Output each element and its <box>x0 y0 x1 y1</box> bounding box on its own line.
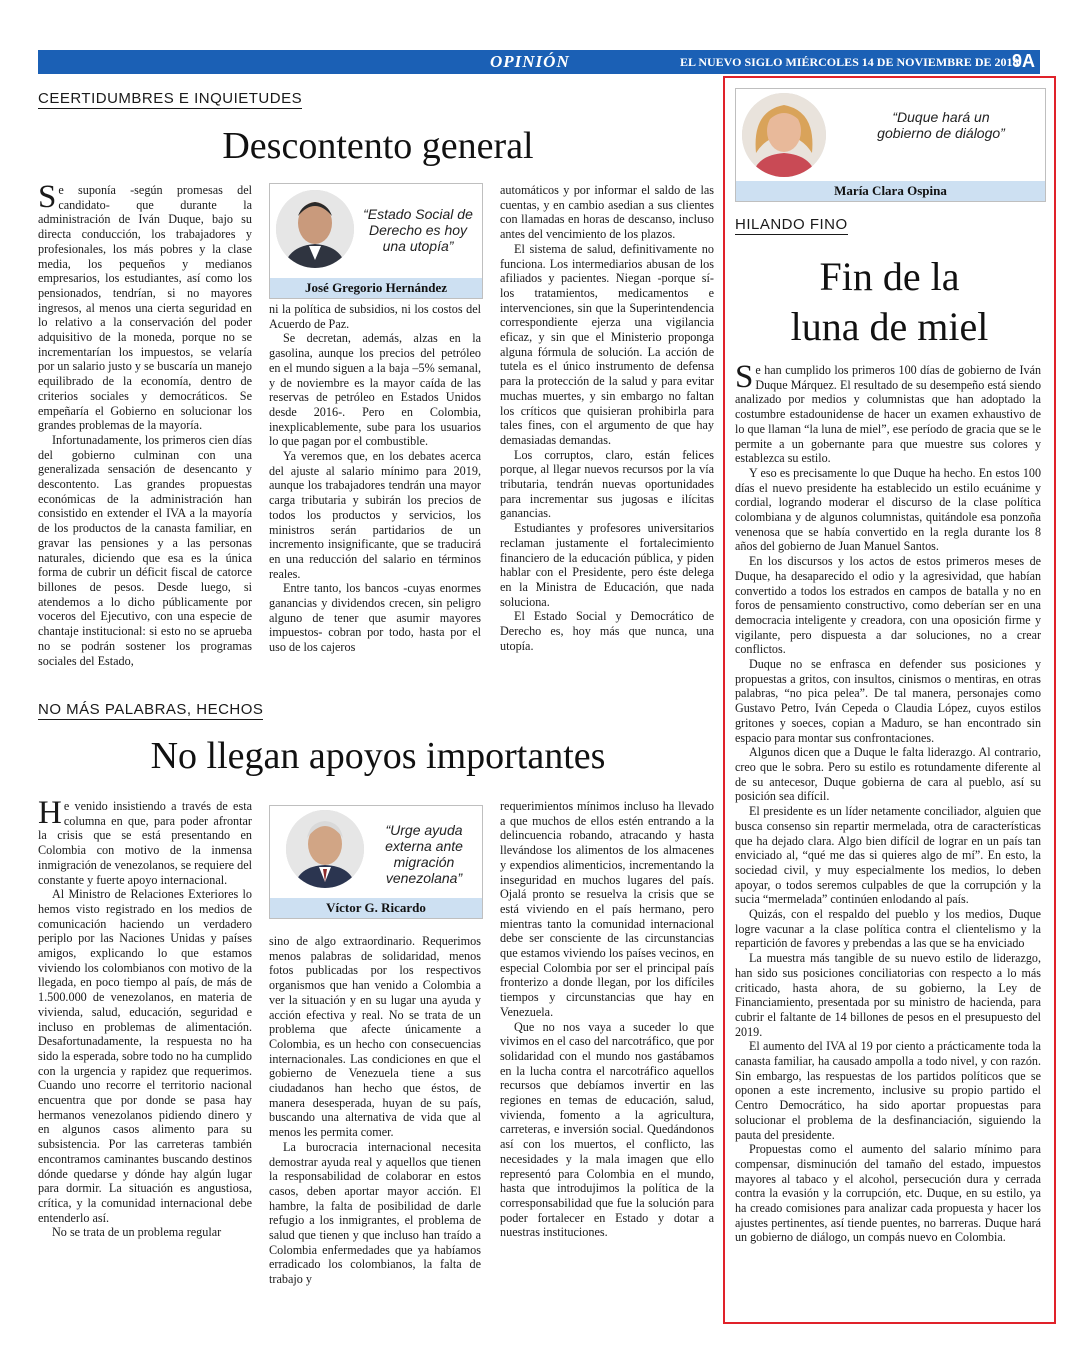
article3-paragraph: Algunos dicen que a Duque le falta liderazgo. Al contrario, creo que le sobra. Pero su estilo es rotundamente diferente al de su antecesor, Duque gobierna de cara al pueblo, así su posición sea difícil. <box>735 745 1041 804</box>
article2-paragraph: Al Ministro de Relaciones Exteriores lo hemos visto registrado en los medios de comunicación haciendo un verdadero periplo por las Naciones Unidas y países amigos, explicando lo que estamos viviendo los colombianos con motivo de la llegada, en poco tiempo al país, de más de 1.500.000 de venezolanos, en materia de vivienda, salud, educación, seguridad e incluso en problemas de alimentación. Desafortunadamente, la respuesta no ha sido la esperada, sobre todo no ha cumplido con la urgencia y rapidez que requerimos. Cuando uno recorre el territorio nacional encuentra que por donde se pasa hay hermanos venezolanos pidiendo dinero y en algunos casos alimento para su subsistencia. Por las carreteras también encontramos caminantes buscando destinos dónde quedarse y dónde hay algún lugar para dormir. La situación es angustiosa, crítica, y la comunidad internacional debe entenderlo así. <box>38 887 252 1225</box>
article3-paragraph: El aumento del IVA al 19 por ciento a prácticamente toda la canasta familiar, ha causado ampolla a todo nivel, y con razón. Sin embargo, las respuestas de los partidos políticos que se oponen a este incremento, inclusive su propio partido el Centro Democrático, ha sido aportar propuestas para solucionar el problema de la desfinanciación, siguiendo la pauta del presidente. <box>735 1039 1041 1142</box>
article2-kicker: NO MÁS PALABRAS, HECHOS <box>38 701 264 718</box>
article2-author-name: Víctor G. Ricardo <box>270 898 482 918</box>
article2-headline: No llegan apoyos importantes <box>150 735 606 777</box>
article3-author-box <box>735 88 1046 202</box>
article3-paragraph: Propuestas como el aumento del salario mínimo para compensar, disminución del tamaño del estado, impuestos mayores al tabaco y el alcohol, persecución dura y cerrada contra la evasión y la corrupción, etc. Duque, en su estilo, ya ha creado comisiones para analizar cada propuesta y hacer los ajustes pertinentes, así tiende puentes, no barreras. Duque hará un gobierno de diálogo, un compás nuevo en Colombia. <box>735 1142 1041 1245</box>
article1-author-quote: “Estado Social de Derecho es hoy una utopía” <box>363 206 473 254</box>
article1-dropcap: S <box>38 183 57 215</box>
article2-paragraph: No se trata de un problema regular <box>52 1225 222 1240</box>
section-title: OPINIÓN <box>490 52 570 71</box>
article1-paragraph: automáticos y por informar el saldo de las cuentas, y en cambio asedian a sus clientes con llamadas en horas de descanso, incluso antes del vencimiento de los plazos. <box>500 183 714 242</box>
article2-column-3 <box>500 799 714 1299</box>
article1-kicker: CEERTIDUMBRES E INQUIETUDES <box>38 90 303 107</box>
article1-paragraph: Estudiantes y profesores universitarios reclaman justamente el fortalecimiento financiero de la educación pública, y piden hablar con el Presidente, pero éste delega en la Ministra de Educación, que nada soluciona. <box>500 521 714 609</box>
page-number: 9A <box>1012 51 1036 71</box>
article2-paragraph: La burocracia internacional necesita demostrar ayuda real y aquellos que tienen la responsabilidad de colaborar en estos casos, deben aportar mayor acción. El hambre, la falta de posibilidad de darle refugio a los inmigrantes, el problema de salud que tienen y que incluso han traído a Colombia enfermedades que ya habíamos erradicado los colombianos, la falta de trabajo y <box>269 1139 481 1287</box>
article1-column-3 <box>500 183 714 683</box>
article1-paragraph: Infortunadamente, los primeros cien días del gobierno culminan con una generalizada sensación de desencanto y descontento. Las grandes propuestas económicas de la administración han consistido en extender el IVA a la mayoría de los productos de la canasta familiar, en gravar las pensiones y a las personas naturales, diciendo que esa es la única forma de cubrir un déficit fiscal de catorce billones de pesos. Desde luego, si atendemos a lo dicho públicamente por voceros del Ejecutivo, con una especie de chantaje institucional: si esto no se aprueba no se podrán sostener los programas sociales del Estado, <box>38 432 252 668</box>
article3-paragraph: En los discursos y los actos de estos primeros meses de Duque, ha desaparecido el odio y la agresividad, que habían convertido a todos los estrados en campos de batalla y no en foros de pensamiento constructivo, como deberían ser en una democracia inteligente y creadora, con una oposición firme y vigilante, pero dispuesta a dar soluciones, no a crear conflictos. <box>735 554 1041 657</box>
author-portrait-icon <box>276 190 354 268</box>
article1-author-name: José Gregorio Hernández <box>270 278 482 298</box>
article1-paragraph: Los corruptos, claro, están felices porque, al llegar nuevos recursos por la vía tributaria, tendrán nuevas oportunidades para incrementar sus jugosas e ilícitas ganancias. <box>500 447 714 521</box>
article1-column-1 <box>38 183 252 683</box>
article1-paragraph: e suponía -según promesas del candidato- que durante la administración de Iván Duque, bajo su directa conducción, los trabajadores y profesionales, los más pobres y la clase media, los pequeños y medianos empresarios, los estudiantes, así como los pensionados, tendrían, si no mayores ingresos, al menos una cierta seguridad en lo relativo a la conservación del poder adquisitivo de la moneda, porque no se incrementarían los impuestos, se velaría por un salario justo y se buscaría un manejo equilibrado de la economía, dentro de criterios sociales y democráticos. Se empeñaría el Gobierno en solucionar los grandes problemas de la mayoría. <box>38 183 252 433</box>
author-portrait-icon <box>742 93 826 177</box>
article3-headline-line: Fin de la <box>819 254 960 299</box>
article2-paragraph: requerimientos mínimos incluso ha llevado a que muchos de ellos estén entrando a la delincuencia robando, atracando y hasta llevándose los alimentos de los almacenes y expendios alimenticios, incrementando la inseguridad en muchos lugares del país. Ojalá pronto se resuelva la crisis que se está viviendo en el país hermano, pero mientras tanto la comunidad internacional debe ser consciente de las circunstancias que estamos viviendo los países vecinos, en especial Colombia por ser el principal país fronterizo a donde llegan, por los difíciles tiempos y circunstancias que hay en Venezuela. <box>500 799 714 1019</box>
article3-headline-line: luna de miel <box>790 304 989 349</box>
article3-headline <box>735 252 1044 352</box>
article1-author-box <box>269 183 483 299</box>
article3-body <box>735 363 1041 1293</box>
article1-paragraph: El Estado Social y Democrático de Derecho es, hoy más que nunca, una utopía. <box>500 609 714 653</box>
article1-column-2 <box>269 302 481 683</box>
publication-date-line: EL NUEVO SIGLO MIÉRCOLES 14 DE NOVIEMBRE DE 2018 <box>680 55 1019 69</box>
article1-paragraph: Se decretan, además, alzas en la gasolina, aunque los precios del petróleo en el mundo siguen a la baja –5% semanal, y de noviembre es la mayor caída de las reservas de petróleo en Estados Unidos desde 2016-. Pero en Colombia, inexplicablemente, sube para los usuarios lo que pagan por el combustible. <box>269 331 481 449</box>
article1-paragraph: Ya veremos que, en los debates acerca del ajuste al salario mínimo para 2019, aunque los trabajadores tendrán una mayor carga tributaria y subirán los precios de todos los productos y servicios, los ministros serán partidarios de un incremento insignificante, que se traducirá en una reducción del salario en términos reales. <box>269 449 481 581</box>
article3-paragraph: El presidente es un líder netamente conciliador, alguien que busca consenso sin repartir mermelada, otra de características que ha dejado clara. Algo bien difícil de lograr en un país tan enviciado al, “qué me das si quieres algo de mí”. En esto, la sociedad civil, y muy especialmente los medios, lo deben apoyar, o todos seremos culpables de que la corrupción y la sucia “mermelada” continúen enlodando al país. <box>735 804 1041 907</box>
article2-paragraph: Que no nos vaya a suceder lo que vivimos en el caso del narcotráfico, que por solidaridad con el mundo nos gastábamos en la lucha contra el narcotráfico aquellos recursos que debíamos invertir en las regiones en temas de educación, salud, vivienda, fomento a la agricultura, carreteras, e inversión social. Quedándonos así con los muertos, el conflicto, las necesidades y la mala imagen que ello representó para Colombia en el mundo, hasta que introdujimos la política de la corresponsabilidad que fue la solución para poder fortalecer en Estado y dotar a nuestras instituciones. <box>500 1019 714 1240</box>
article1-paragraph: El sistema de salud, definitivamente no funciona. Los intermediarios abusan de los afiliados y pacientes. Niegan -porque sí- los tratamientos, medicamentos e intervenciones, sin que la Superintendencia correspondiente ejerza una vigilancia eficaz, y sin que el Ministerio proponga alguna fórmula de solución. La acción de tutela es el único instrumento de defensa para la protección de la salud y para evitar muchas muertes, y sin embargo no faltan los críticos que quisieran prohibirla para tales fines, con el argumento de que hay demasiadas demandas. <box>500 241 714 447</box>
article2-author-box <box>269 805 483 919</box>
article2-paragraph: sino de algo extraordinario. Requerimos menos palabras de solidaridad, menos fotos publicadas por los respectivos organismos que han venido a Colombia a ver la situación y en su lugar una ayuda y acción efectiva y real. No se trata de un problema que afecte únicamente a Colombia, es un hecho con consecuencias internacionales. Las condiciones en que el gobierno de Venezuela tiene a sus ciudadanos han hecho que éstos, de manera desesperada, huyan de su país, buscando una alternativa de vida que al menos les permita comer. <box>269 934 481 1140</box>
article3-kicker: HILANDO FINO <box>735 216 848 233</box>
article2-column-2 <box>269 934 481 1299</box>
article1-paragraph: Entre tanto, los bancos -cuyas enormes ganancias y dividendos crecen, sin peligro alguno de tener que asumir mayores impuestos- cobran por todo, hasta por el uso de los cajeros <box>269 581 481 655</box>
article3-paragraph: Y eso es precisamente lo que Duque ha hecho. En estos 100 días el nuevo presidente ha establecido un estilo ecuánime y cordial, logrando moderar el discurso de la clase política colombiana y de algunos columnistas, quitándole esa ponzoña venenosa que se había convertido en la regla durante los 8 años del gobierno de Juan Manuel Santos. <box>735 465 1041 554</box>
article3-author-name: María Clara Ospina <box>736 181 1045 201</box>
article2-dropcap: H <box>38 799 62 831</box>
article2-author-quote: “Urge ayuda externa ante migración venezolana” <box>385 822 463 886</box>
article3-author-quote: “Duque hará un gobierno de diálogo” <box>877 109 1005 141</box>
article2-paragraph: e venido insistiendo a través de esta columna en que, para poder afrontar la crisis que se está presentando en Colombia con motivo de la inmensa inmigración de venezolanos, se requiere del constante y fuerte apoyo internacional. <box>38 799 252 887</box>
article2-column-1 <box>38 799 252 1299</box>
author-portrait-icon <box>286 810 364 888</box>
article1-headline: Descontento general <box>222 125 534 167</box>
article3-paragraph: Duque no se enfrasca en defender sus posiciones y propuestas a gritos, con insultos, cinismos o mentiras, en otras palabras, “no pica pelea”. De tal manera, personajes como Gustavo Petro, Iván Cepeda o Claudia López, cuyos estilos gritones y soeces, copian a Maduro, se han encontrado sin espacio para montar sus confrontaciones. <box>735 657 1041 745</box>
article3-paragraph: e han cumplido los primeros 100 días de gobierno de Iván Duque Márquez. El resultado de su desempeño está siendo analizado por medios y columnistas que han adoptado la costumbre estadounidense de hacer un examen exhaustivo de lo que llaman “la luna de miel”, ese período de gracia que se le permite a un gobernante para que muestre sus colores y establezca su estilo. <box>735 363 1041 466</box>
article1-paragraph: ni la política de subsidios, ni los costos del Acuerdo de Paz. <box>269 302 481 331</box>
article3-paragraph: La muestra más tangible de su nuevo estilo de liderazgo, han sido sus posiciones conciliatorias con respecto a lo más criticado, hasta ahora, de su gobierno, la Ley de Financiamiento, presentada por su ministro de hacienda, para cubrir el faltante de 14 billones de pesos en el presupuesto del 2019. <box>735 951 1041 1039</box>
article3-dropcap: S <box>735 363 754 395</box>
article3-paragraph: Quizás, con el respaldo del pueblo y los medios, Duque logre vacunar a la clase política contra el clientelismo y la repartición de favores y prebendas a las que se ha enviciado <box>735 907 1041 951</box>
